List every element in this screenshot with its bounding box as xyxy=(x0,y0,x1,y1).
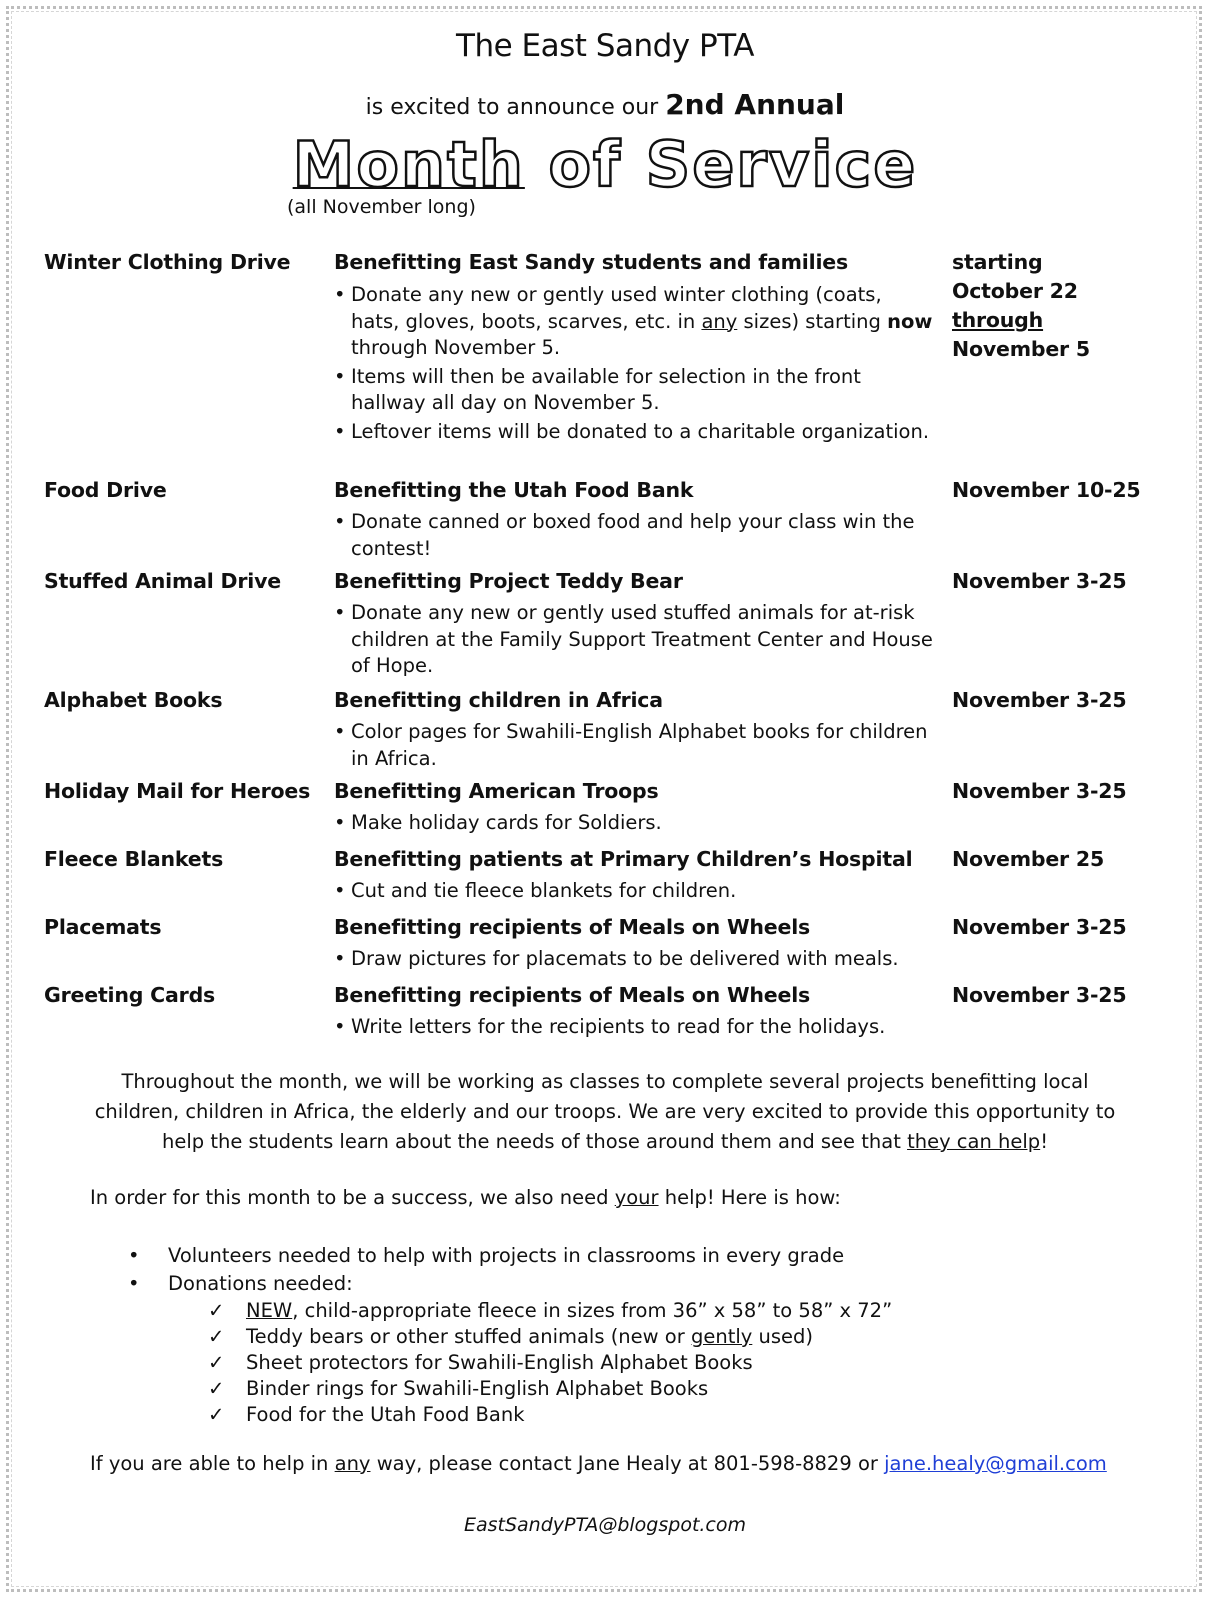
program-name: Holiday Mail for Heroes xyxy=(44,779,311,803)
program-bullets xyxy=(334,600,934,682)
contact-text: way, please contact Jane Healy at 801-598-8829 or xyxy=(376,1452,878,1475)
program-date: November 10-25 xyxy=(952,478,1141,502)
list-item xyxy=(128,1270,892,1428)
program-bullets xyxy=(334,719,934,774)
help-list xyxy=(128,1242,892,1428)
subtitle-prefix: is excited to announce our xyxy=(365,95,659,120)
date-line: October 22 xyxy=(952,279,1078,303)
bullet-emph: any xyxy=(701,309,738,333)
intro-end: ! xyxy=(1040,1130,1049,1153)
program-name: Greeting Cards xyxy=(44,983,216,1007)
program-name: Stuffed Animal Drive xyxy=(44,569,281,593)
program-benefit: Benefitting American Troops xyxy=(334,779,659,803)
program-name: Fleece Blankets xyxy=(44,847,224,871)
event-title xyxy=(0,128,1210,201)
footer-blog: EastSandyPTA@blogspot.com xyxy=(463,1514,747,1536)
bullet-item xyxy=(334,282,934,362)
program-bullets xyxy=(334,282,934,447)
program-name: Placemats xyxy=(44,915,162,939)
program-name: Alphabet Books xyxy=(44,688,223,712)
email-link[interactable]: jane.healy@gmail.com xyxy=(884,1452,1107,1475)
program-name: Winter Clothing Drive xyxy=(44,250,291,274)
donation-item: ✓ Binder rings for Swahili-English Alphabet Books xyxy=(208,1376,892,1402)
bullet-item: • Donate any new or gently used stuffed animals for at-risk children at the Family Support Treatment Center and House of Hope. xyxy=(334,600,934,680)
donation-emph: gently xyxy=(690,1325,753,1348)
program-date: November 3-25 xyxy=(952,983,1127,1007)
bullet-item: • Donate canned or boxed food and help your class win the contest! xyxy=(334,509,934,562)
program-benefit: Benefitting patients at Primary Children’s Hospital xyxy=(334,847,913,871)
bullet-item: • Leftover items will be donated to a charitable organization. xyxy=(334,419,934,446)
donations-list xyxy=(168,1298,892,1428)
program-date: November 3-25 xyxy=(952,779,1127,803)
donation-item: ✓ Sheet protectors for Swahili-English Alphabet Books xyxy=(208,1350,892,1376)
intro-text: Throughout the month, we will be working as classes to complete several projects benefitting local children, children in Africa, the elderly and our troops. We are very excited to provide this opportunity to help the students learn about the needs of those around them and see that xyxy=(94,1070,1116,1153)
program-date: November 3-25 xyxy=(952,915,1127,939)
bullet-item: • Draw pictures for placemats to be delivered with meals. xyxy=(334,946,934,973)
donation-item: ✓ Food for the Utah Food Bank xyxy=(208,1402,892,1428)
program-benefit: Benefitting the Utah Food Bank xyxy=(334,478,694,502)
event-title-word-month: Month xyxy=(292,128,525,201)
donation-text: Teddy bears or other stuffed animals (new or xyxy=(246,1325,685,1348)
subtitle-annual: 2nd Annual xyxy=(665,88,845,121)
list-item: • Volunteers needed to help with projects in classrooms in every grade xyxy=(128,1242,892,1270)
donation-text: , child-appropriate fleece in sizes from 36” x 58” to 58” x 72” xyxy=(292,1299,893,1322)
help-text: In order for this month to be a success, we also need xyxy=(90,1186,609,1209)
help-paragraph xyxy=(90,1186,841,1209)
page-title: The East Sandy PTA xyxy=(456,28,754,64)
date-line: through xyxy=(952,308,1044,332)
bullet-emph: now xyxy=(887,309,933,333)
program-bullets xyxy=(334,946,934,975)
contact-emph: any xyxy=(334,1452,371,1475)
bullet-text: sizes) starting xyxy=(743,309,881,333)
intro-emph: they can help xyxy=(907,1130,1041,1153)
bullet-item: • Make holiday cards for Soldiers. xyxy=(334,810,934,837)
donation-emph: NEW xyxy=(246,1299,293,1322)
contact-line xyxy=(90,1452,1107,1475)
help-emph: your xyxy=(614,1186,659,1209)
bullet-text: through November 5. xyxy=(351,336,561,359)
subtitle xyxy=(0,88,1210,121)
program-date xyxy=(952,248,1090,364)
program-benefit: Benefitting Project Teddy Bear xyxy=(334,569,683,593)
program-benefit: Benefitting recipients of Meals on Wheels xyxy=(334,915,811,939)
date-line: starting xyxy=(952,250,1043,274)
bullet-item: • Write letters for the recipients to read for the holidays. xyxy=(334,1014,934,1041)
program-date: November 3-25 xyxy=(952,688,1127,712)
donation-item xyxy=(208,1324,892,1350)
event-title-rest: of Service xyxy=(548,128,918,201)
intro-paragraph xyxy=(80,1067,1130,1157)
program-bullets xyxy=(334,878,934,907)
contact-text: If you are able to help in xyxy=(90,1452,329,1475)
program-date: November 25 xyxy=(952,847,1105,871)
program-benefit: Benefitting children in Africa xyxy=(334,688,663,712)
program-date: November 3-25 xyxy=(952,569,1127,593)
bullet-text: Donate any new or gently used winter clothing (coats, hats, gloves, boots, scarves, etc. in xyxy=(351,283,882,333)
program-benefit: Benefitting recipients of Meals on Wheels xyxy=(334,983,811,1007)
bullet-item: • Color pages for Swahili-English Alphabet books for children in Africa. xyxy=(334,719,934,772)
program-bullets xyxy=(334,509,934,564)
program-name: Food Drive xyxy=(44,478,167,502)
program-benefit: Benefitting East Sandy students and families xyxy=(334,250,848,274)
bullet-item: • Cut and tie fleece blankets for children. xyxy=(334,878,934,905)
help-text: help! Here is how: xyxy=(664,1186,841,1209)
tagline: (all November long) xyxy=(287,196,476,218)
donation-text: used) xyxy=(758,1325,814,1348)
date-line: November 5 xyxy=(952,337,1090,361)
program-bullets xyxy=(334,1014,934,1043)
donations-label: Donations needed: xyxy=(168,1272,353,1295)
bullet-item: • Items will then be available for selection in the front hallway all day on November 5. xyxy=(334,364,934,417)
donation-item xyxy=(208,1298,892,1324)
program-bullets xyxy=(334,810,934,839)
